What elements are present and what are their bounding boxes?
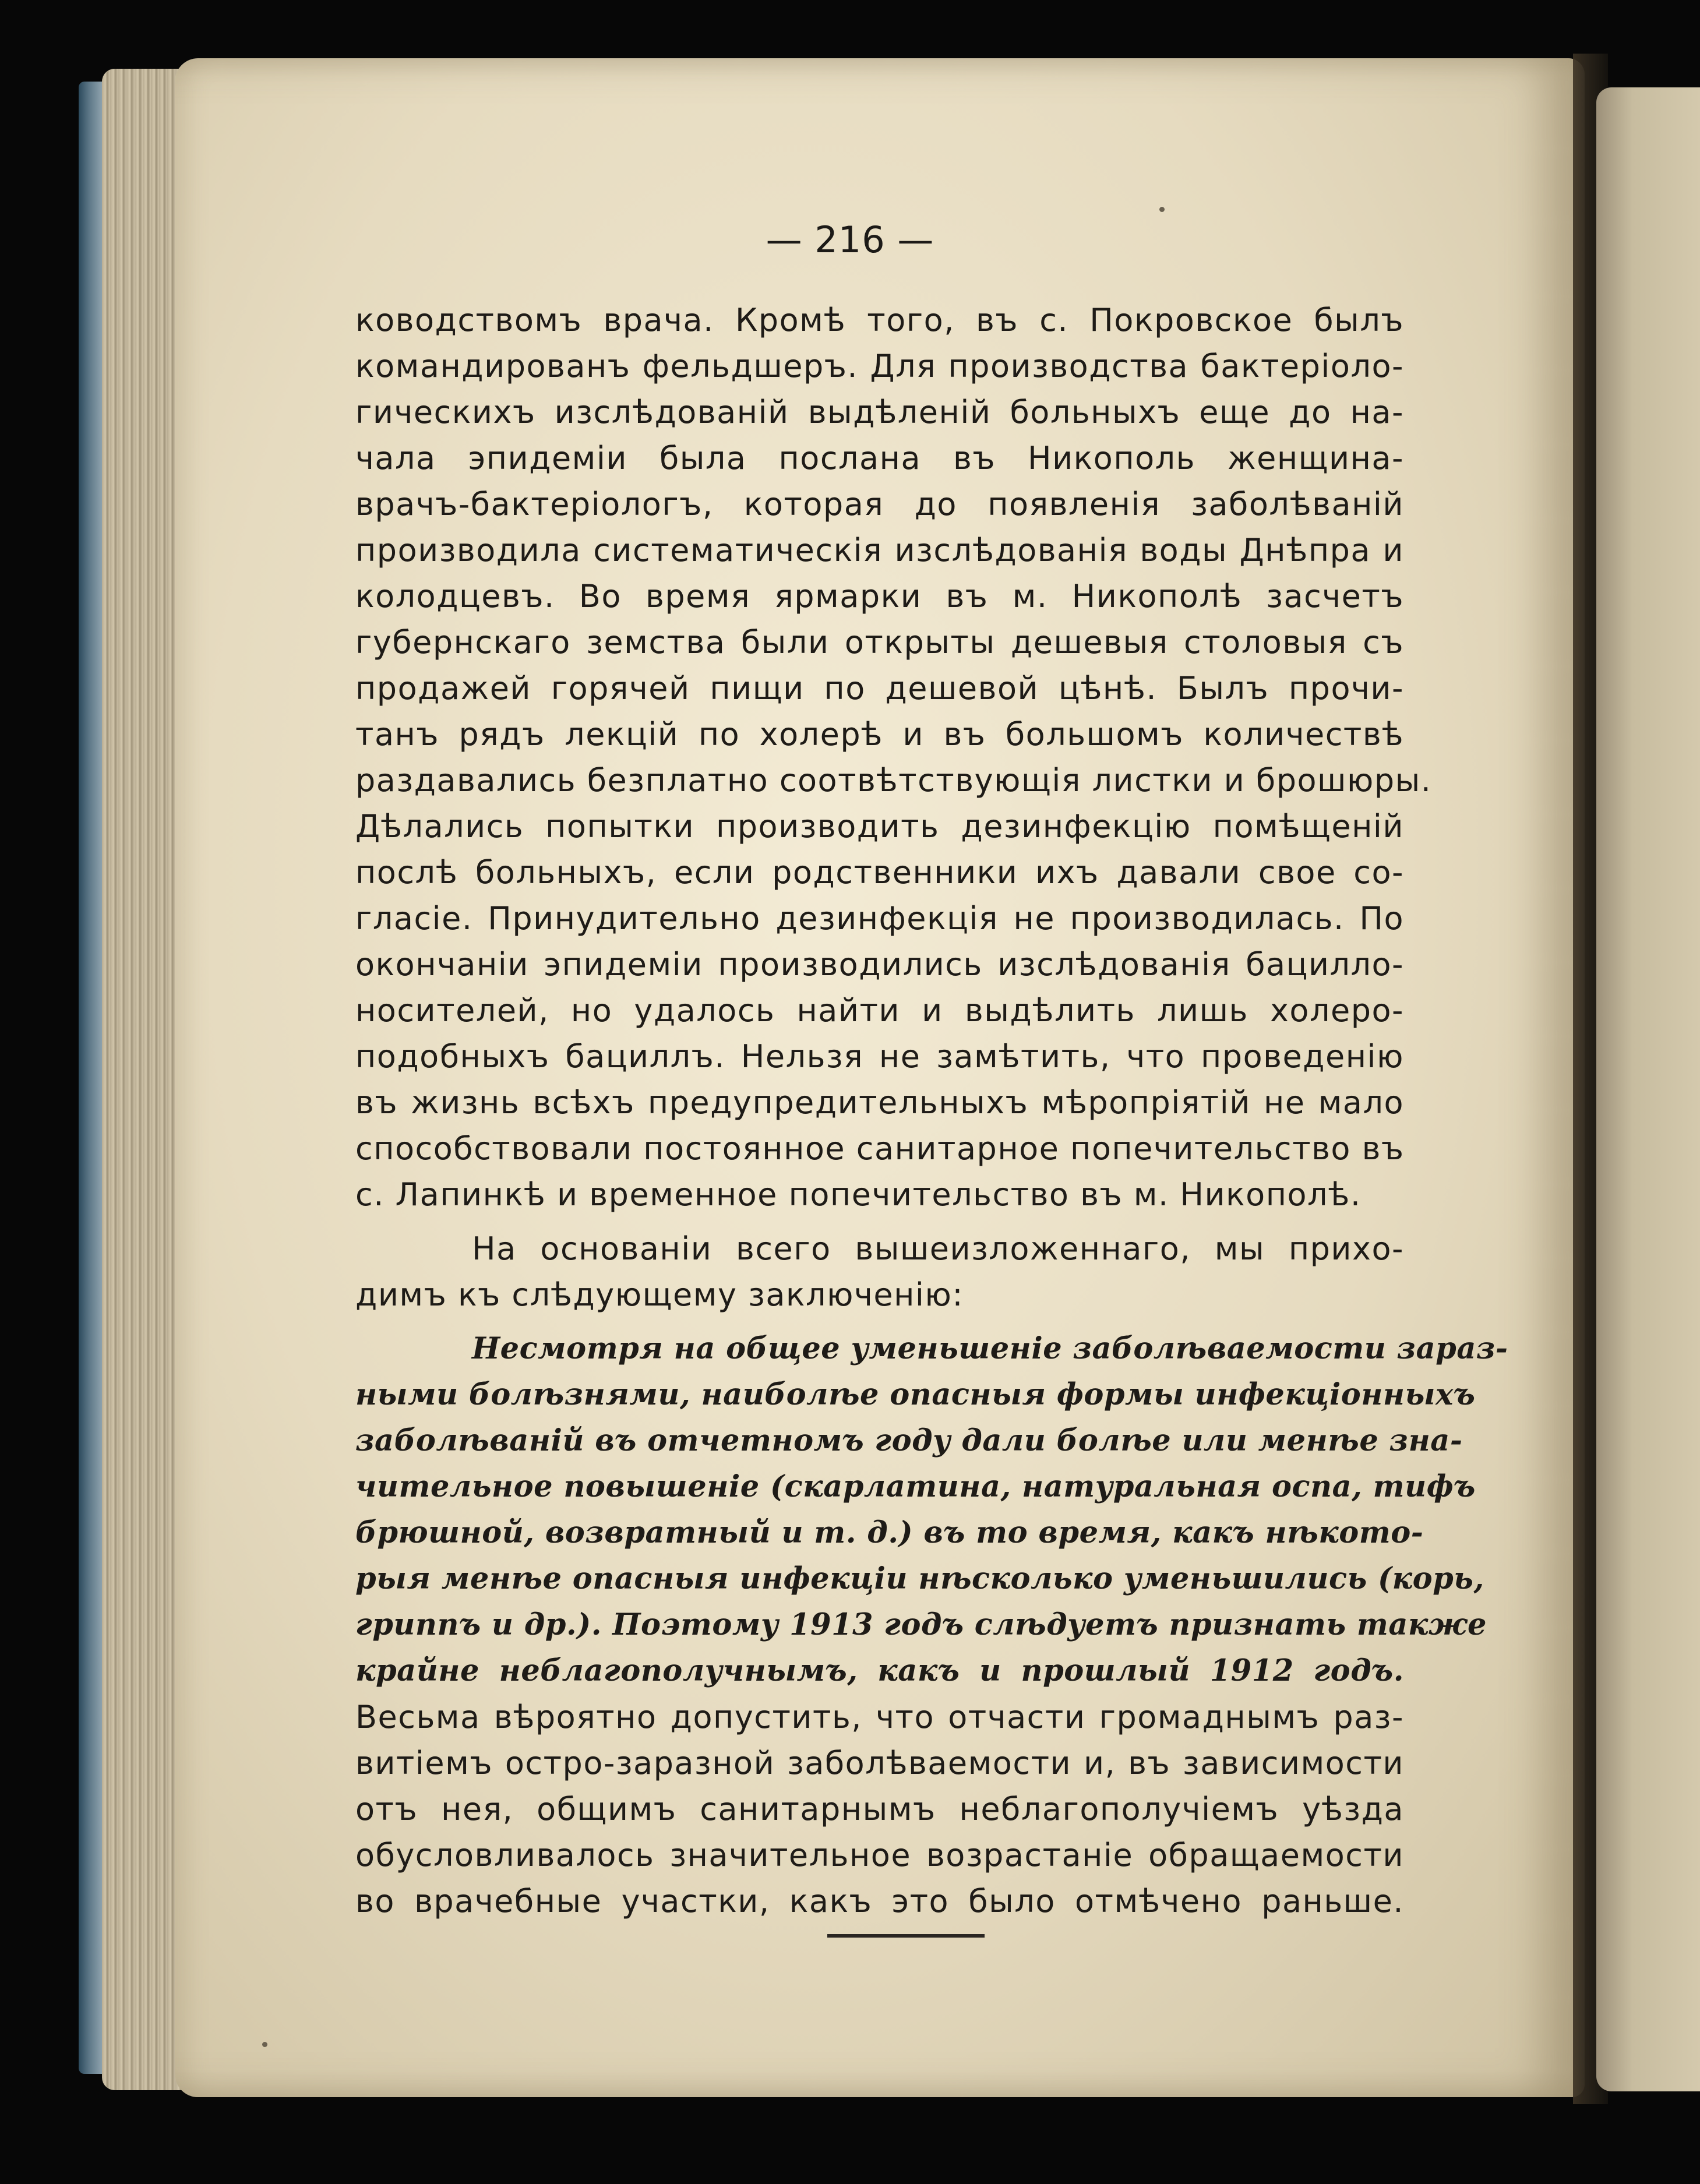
- text-line: губернскаго земства были открыты дешевыя столовыя съ: [355, 624, 1404, 661]
- text-line: послѣ больныхъ, если родственники ихъ давали свое со-: [355, 854, 1404, 891]
- page-number-header: — 216 —: [766, 218, 934, 261]
- text-line: гласіе. Принудительно дезинфекція не производилась. По: [355, 900, 1404, 937]
- text-line: обусловливалось значительное возрастаніе обращаемости: [355, 1837, 1404, 1873]
- italic-text-line: гриппъ и др.). Поэтому 1913 годъ слѣдуетъ признать также: [355, 1607, 1487, 1642]
- paragraph-2: [355, 1226, 1404, 1318]
- text-line: способствовали постоянное санитарное попечительство въ: [355, 1130, 1405, 1167]
- text-line: витіемъ остро-заразной заболѣваемости и, въ зависимости: [355, 1745, 1404, 1781]
- book-cover-edge: [79, 82, 102, 2074]
- italic-text-line: брюшной, возвратный и т. д.) въ то время, какъ нѣкото-: [355, 1515, 1424, 1550]
- italic-text-line: заболѣваній въ отчетномъ году дали болѣе или менѣе зна-: [355, 1423, 1463, 1458]
- text-line: подобныхъ бациллъ. Нельзя не замѣтить, что проведенію: [355, 1038, 1404, 1075]
- paragraph-1: [355, 297, 1432, 1218]
- text-line: командированъ фельдшеръ. Для производства бактеріоло-: [355, 348, 1404, 384]
- text-line: производила систематическія изслѣдованія воды Днѣпра и: [355, 532, 1404, 569]
- italic-text-line: Несмотря на общее уменьшеніе заболѣваемости зараз-: [472, 1331, 1508, 1366]
- text-line: Весьма вѣроятно допустить, что отчасти громаднымъ раз-: [355, 1699, 1404, 1735]
- text-line: врачъ-бактеріологъ, которая до появленія заболѣваній: [355, 486, 1404, 523]
- italic-text-line: крайне неблагополучнымъ, какъ и прошлый 1912 годъ.: [355, 1653, 1404, 1688]
- text-line: окончаніи эпидеміи производились изслѣдованія бацилло-: [355, 946, 1404, 983]
- text-line: с. Лапинкѣ и временное попечительство въ м. Никополѣ.: [355, 1176, 1362, 1213]
- paper-speck: [1159, 207, 1165, 212]
- text-line: На основаніи всего вышеизложеннаго, мы прихо-: [472, 1230, 1404, 1267]
- text-line: чала эпидеміи была послана въ Никополь женщина-: [355, 440, 1404, 477]
- text-line: во врачебные участки, какъ это было отмѣчено раньше.: [355, 1883, 1404, 1920]
- text-line: продажей горячей пищи по дешевой цѣнѣ. Былъ прочи-: [355, 670, 1404, 707]
- text-line: Дѣлались попытки производить дезинфекцію помѣщеній: [355, 808, 1404, 845]
- paper-speck: [262, 2042, 267, 2047]
- end-rule-divider: [827, 1934, 985, 1938]
- italic-text-line: чительное повышеніе (скарлатина, натуральная оспа, тифъ: [355, 1469, 1476, 1504]
- text-line: отъ нея, общимъ санитарнымъ неблагополучіемъ уѣзда: [355, 1791, 1404, 1827]
- facing-page-edge: [1596, 87, 1700, 2091]
- page-body: [355, 297, 1508, 1924]
- text-line: раздавались безплатно соотвѣтствующія листки и брошюры.: [355, 762, 1432, 799]
- conclusion-paragraph: [355, 1326, 1508, 1924]
- text-line: колодцевъ. Во время ярмарки въ м. Никополѣ засчетъ: [355, 578, 1404, 615]
- italic-text-line: рыя менѣе опасныя инфекціи нѣсколько уменьшились (корь,: [355, 1561, 1484, 1596]
- text-line: носителей, но удалось найти и выдѣлить лишь холеро-: [355, 992, 1404, 1029]
- text-line: ководствомъ врача. Кромѣ того, въ с. Покровское былъ: [355, 302, 1404, 338]
- text-line: димъ къ слѣдующему заключенію:: [355, 1276, 964, 1313]
- text-line: гическихъ изслѣдованій выдѣленій больныхъ еще до на-: [355, 394, 1404, 431]
- text-line: въ жизнь всѣхъ предупредительныхъ мѣропріятій не мало: [355, 1084, 1404, 1121]
- italic-text-line: ными болѣзнями, наиболѣе опасныя формы инфекціонныхъ: [355, 1377, 1476, 1412]
- text-line: танъ рядъ лекцій по холерѣ и въ большомъ количествѣ: [355, 716, 1404, 753]
